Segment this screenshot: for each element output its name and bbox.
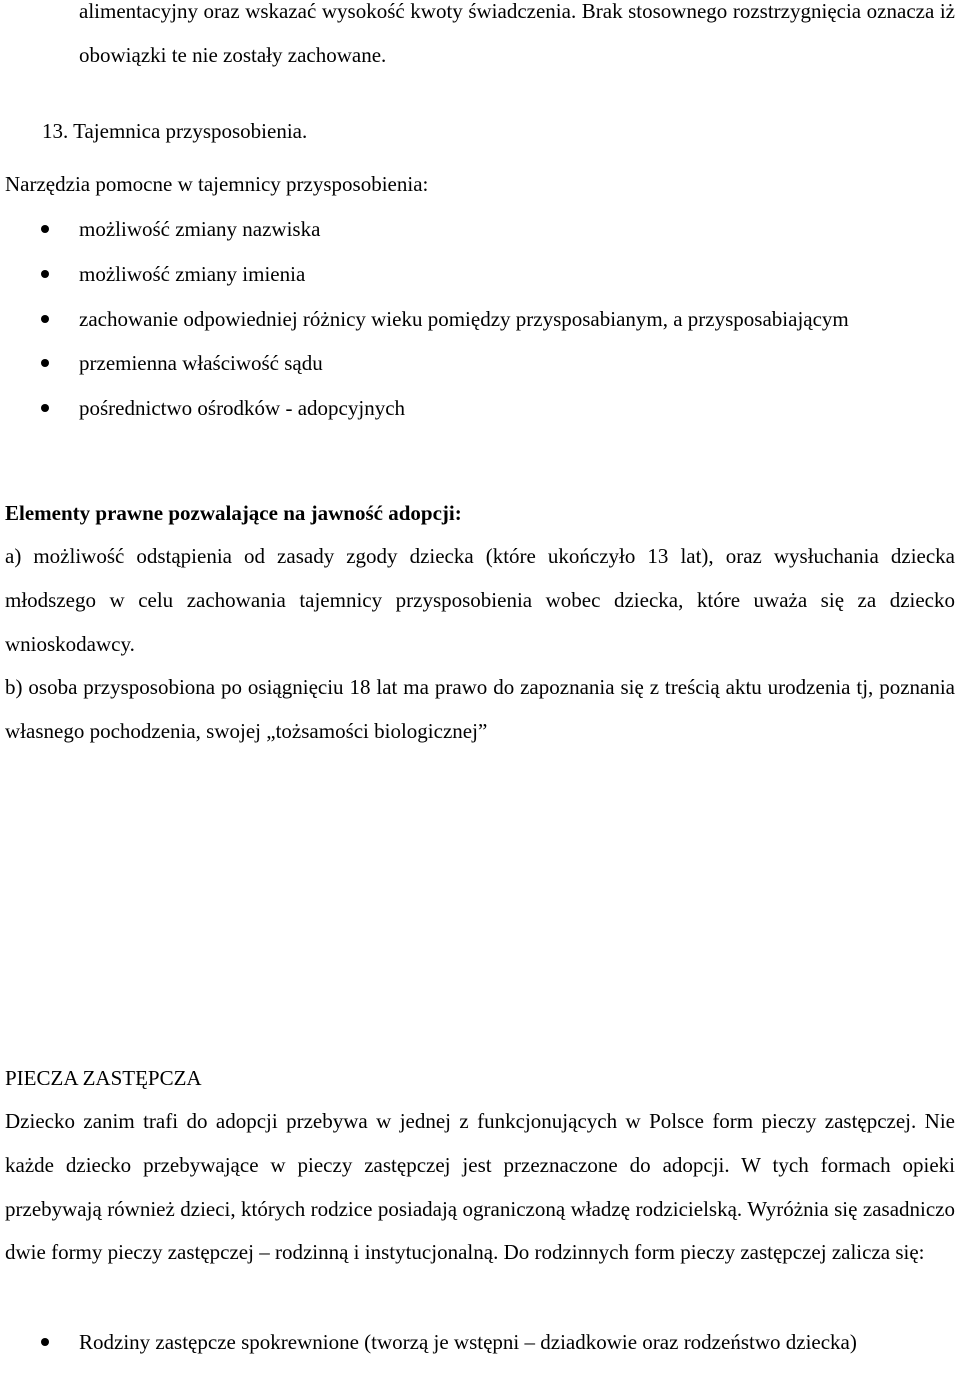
- list-item: Rodziny zastępcze spokrewnione (tworzą je wstępni – dziadkowie oraz rodzeństwo dziecka): [0, 1320, 955, 1365]
- bullet-icon: [41, 225, 49, 233]
- bullet-icon: [41, 270, 49, 278]
- section-13-heading: 13. Tajemnica przysposobienia.: [42, 119, 308, 143]
- legal-elements-heading: Elementy prawne pozwalające na jawność adopcji:: [5, 501, 462, 525]
- tools-list: [0, 207, 955, 431]
- point-a-paragraph: a) możliwość odstąpienia od zasady zgody dziecka (które ukończyło 13 lat), oraz wysłuchania dziecka młodszego w celu zachowania tajemnicy przysposobienia wobec dziecka, które uważa się za dziecko wnioskodawcy.: [5, 544, 955, 656]
- bullet-icon: [41, 315, 49, 323]
- list-item: możliwość zmiany imienia: [0, 252, 955, 297]
- foster-care-paragraph: Dziecko zanim trafi do adopcji przebywa w jednej z funkcjonujących w Polsce form pieczy zastępczej. Nie każde dziecko przebywające w pieczy zastępczej jest przeznaczone do adopcji. W tych formach opieki przebywają również dzieci, których rodzice posiadają ograniczoną władzę rodzicielską. Wyróżnia się zasadniczo dwie formy pieczy zastępczej – rodzinną i instytucjonalną. Do rodzinnych form pieczy zastępczej zalicza się:: [5, 1109, 955, 1265]
- foster-care-heading: PIECZA ZASTĘPCZA: [5, 1066, 202, 1090]
- bullet-icon: [41, 404, 49, 412]
- section-13-intro: Narzędzia pomocne w tajemnicy przysposobienia:: [5, 172, 429, 196]
- list-item: pośrednictwo ośrodków - adopcyjnych: [0, 386, 955, 431]
- list-item: możliwość zmiany nazwiska: [0, 207, 955, 252]
- top-paragraph: alimentacyjny oraz wskazać wysokość kwoty świadczenia. Brak stosownego rozstrzygnięcia oznacza iż obowiązki te nie zostały zachowane.: [79, 0, 955, 67]
- point-b-paragraph: b) osoba przysposobiona po osiągnięciu 18 lat ma prawo do zapoznania się z treścią aktu urodzenia tj, poznania własnego pochodzenia, swojej „tożsamości biologicznej”: [5, 675, 955, 743]
- list-item: zachowanie odpowiedniej różnicy wieku pomiędzy przysposabianym, a przysposabiającym: [0, 297, 955, 342]
- foster-forms-list: [0, 1320, 955, 1365]
- bullet-icon: [41, 1338, 49, 1346]
- bullet-icon: [41, 359, 49, 367]
- list-item: przemienna właściwość sądu: [0, 341, 955, 386]
